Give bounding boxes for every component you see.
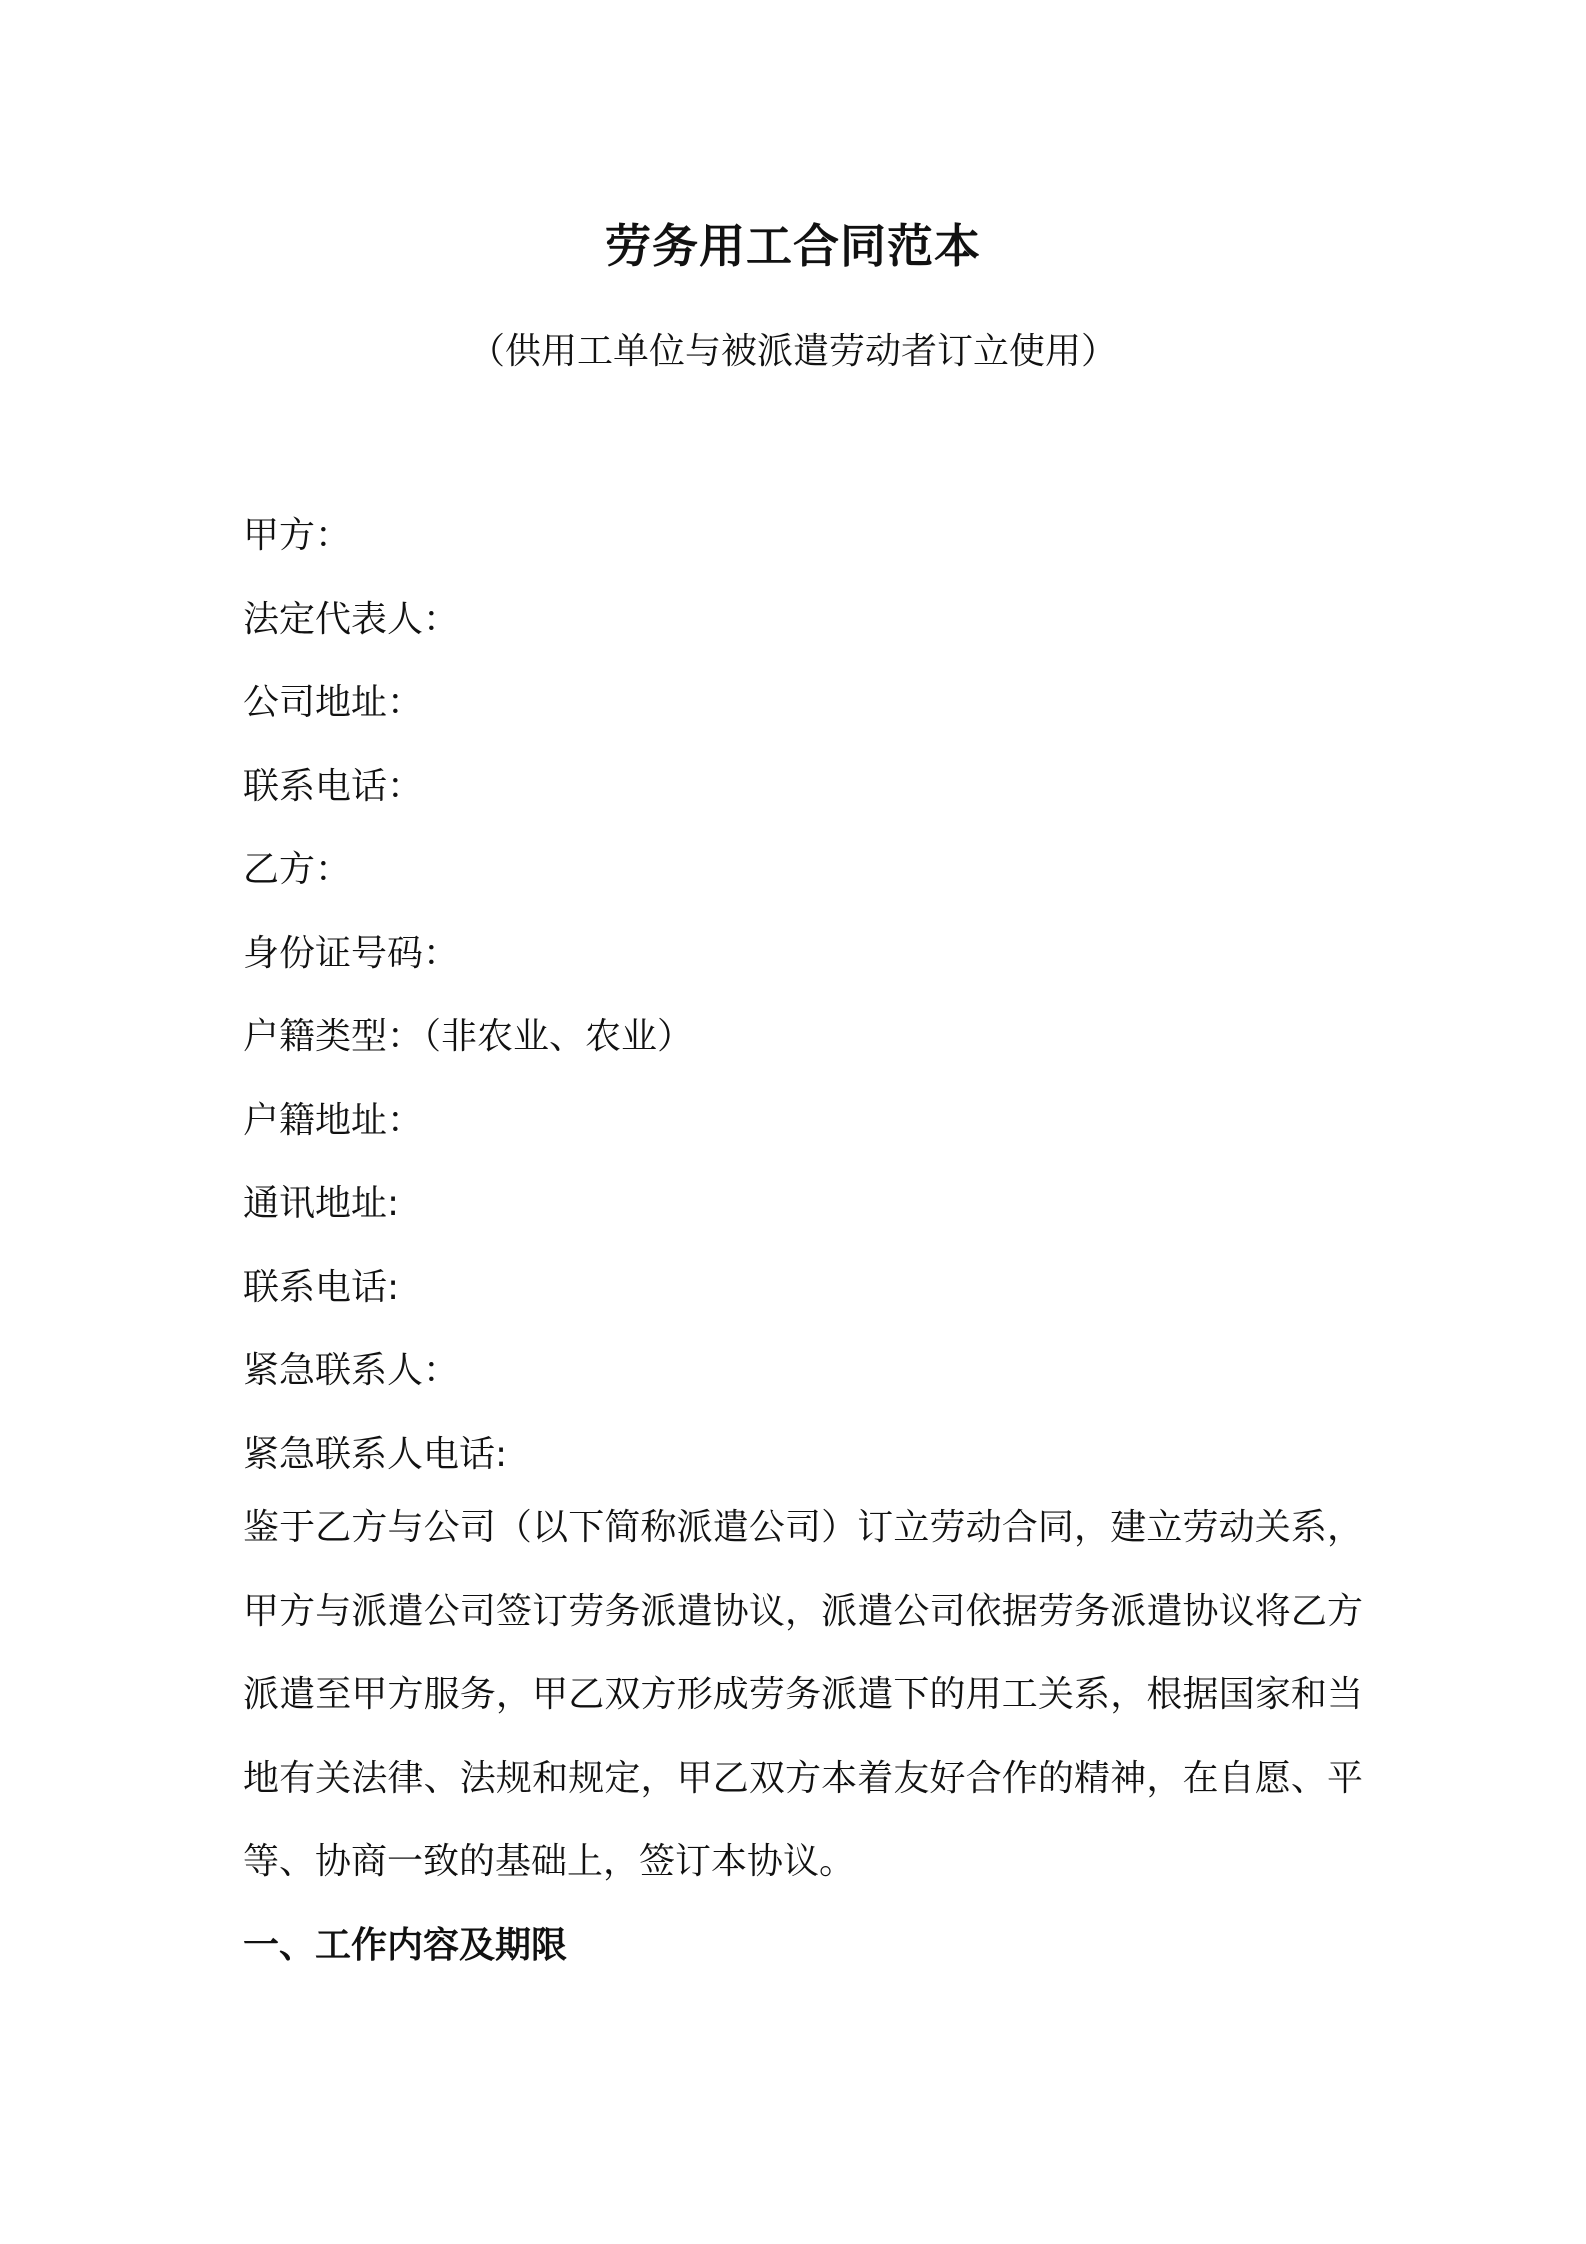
- field-party-a: 甲方：: [243, 515, 352, 556]
- field-mailing-address: 通讯地址:: [243, 1183, 400, 1224]
- field-emergency-contact: 紧急联系人：: [243, 1350, 460, 1391]
- field-legal-representative: 法定代表人：: [243, 598, 460, 640]
- party-info-list: [243, 494, 1363, 1496]
- field-company-address: 公司地址：: [243, 682, 424, 723]
- field-party-b-phone: 联系电话:: [243, 1266, 400, 1308]
- preamble-paragraph: 鉴于乙方与公司（以下简称派遣公司）订立劳动合同，建立劳动关系，甲方与派遣公司签订劳务派遣协议，派遣公司依据劳务派遣协议将乙方派遣至甲方服务，甲乙双方形成劳务派遣下的用工关系，根据国家和当地有关法律、法规和规定，甲乙双方本着友好合作的精神，在自愿、平等、协商一致的基础上，签订本协议。: [243, 1507, 1363, 1882]
- section-heading: 一、工作内容及期限: [243, 1925, 568, 1966]
- field-id-number: 身份证号码：: [243, 932, 460, 974]
- document-title: 劳务用工合同范本: [605, 219, 981, 273]
- field-emergency-contact-phone: 紧急联系人电话:: [243, 1433, 508, 1475]
- field-household-type: 户籍类型：（非农业、农业）: [243, 1016, 694, 1057]
- field-party-a-phone: 联系电话：: [243, 765, 424, 807]
- field-household-address: 户籍地址：: [243, 1099, 424, 1141]
- document-subtitle: （供用工单位与被派遣劳动者订立使用）: [468, 331, 1117, 372]
- field-party-b: 乙方：: [243, 849, 352, 890]
